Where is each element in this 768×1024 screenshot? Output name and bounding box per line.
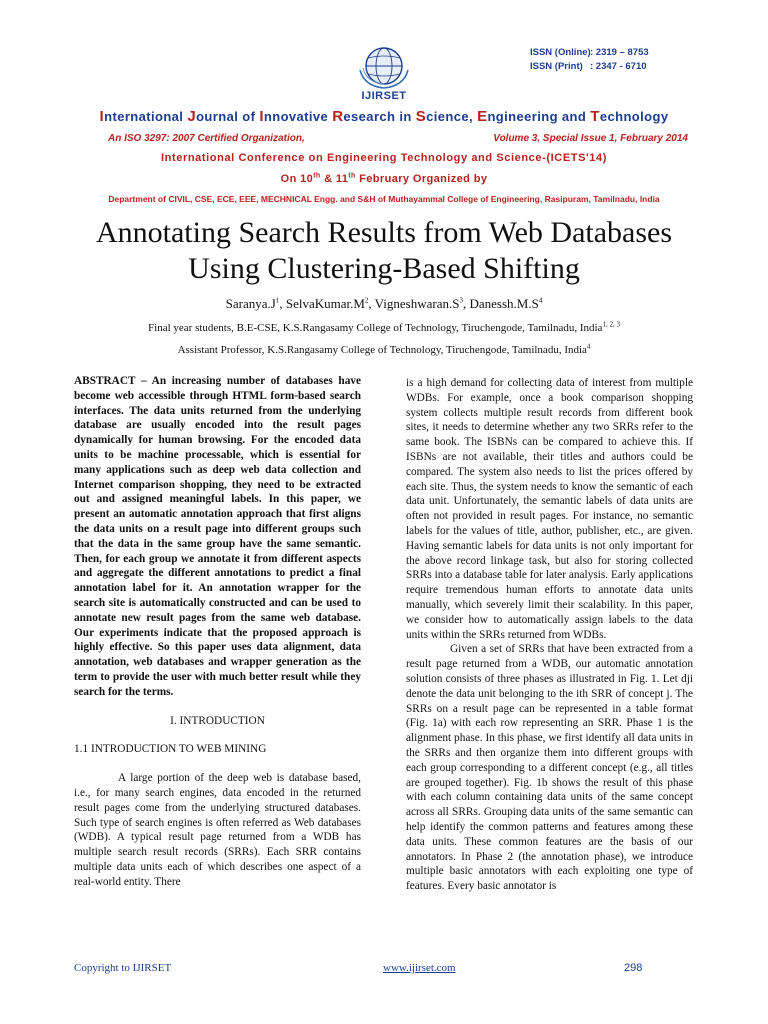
left-column	[74, 374, 361, 890]
journal-title-part: I	[259, 108, 264, 125]
journal-title-part: S	[415, 108, 427, 125]
footer-copyright: Copyright to IJIRSET	[74, 962, 172, 974]
paper-title-line: Annotating Search Results from Web Databases	[95, 216, 673, 249]
paper-title-line: Using Clustering-Based Shifting	[188, 252, 580, 285]
page-number: 298	[624, 962, 643, 974]
journal-title-part: R	[332, 108, 344, 125]
issn-online-label: ISSN (Online)	[530, 47, 591, 58]
journal-title-part: ournal of	[196, 109, 260, 124]
paper-title	[0, 215, 768, 287]
body-paragraph: Given a set of SRRs that have been extracted from a result page returned from a WDB, our automatic annotation solution consists of three phases as illustrated in Fig. 1. Let dji denote the data unit belonging to the ith SRR of concept j. The SRRs on a result page can be represented in a table format (Fig. 1a) with each row representing an SRR. Phase 1 is the alignment phase. In this phase, we first identify all data units in the SRRs and then organize them into different groups with each group corresponding to a different concept (e.g., all titles are grouped together). Fig. 1b shows the result of this phase with each column containing data units of the same concept across all SRRs. Grouping data units of the same semantic can help identify the common patterns and features among these data units. These common features are the basis of our annotators. In Phase 2 (the annotation phase), we introduce multiple basic annotators with each exploiting one type of features. Every basic annotator is	[406, 643, 693, 893]
journal-title-part: nnovative	[263, 109, 333, 124]
affiliation-professor	[0, 344, 768, 356]
author-list	[0, 296, 768, 312]
author-name: , Danessh.M.S	[462, 296, 539, 311]
journal-title-part: ngineering and	[487, 109, 591, 124]
author-name: Saranya.J	[225, 296, 276, 311]
affiliation-sup: 4	[586, 342, 591, 351]
author-sup: 4	[538, 296, 543, 305]
author-name: , SelvaKumar.M	[279, 296, 365, 311]
section-heading: I. INTRODUCTION	[170, 714, 265, 727]
conference-name: International Conference on Engineering Technology and Science-(ICETS'14)	[161, 152, 607, 164]
iso-certification: An ISO 3297: 2007 Certified Organization,	[108, 133, 305, 144]
date-sup: th	[313, 172, 321, 180]
journal-title-part: I	[99, 108, 105, 125]
issn-print-value: : 2347 - 6710	[590, 61, 647, 72]
issn-block	[530, 46, 730, 74]
author-sup: 2	[364, 296, 369, 305]
body-paragraph: is a high demand for collecting data of interest from multiple WDBs. For example, once a book comparison shopping system collects multiple result records from different book sites, it needs to determine whether any two SRRs refer to the same book. The ISBNs can be compared to achieve this. If ISBNs are not available, their titles and authors could be compared. The system also needs to list the prices offered by each site. Thus, the system needs to know the semantic of each data unit. Unfortunately, the semantic labels of data units are often not provided in result pages. For instance, no semantic labels for the values of title, author, publisher, etc., are given. Having semantic labels for data units is not only important for the above record linkage task, but also for storing collected SRRs into a database table for later analysis. Early applications require tremendous human efforts to annotate data units manually, which severely limit their scalability. In this paper, we consider how to automatically assign labels to the data units within the SRRs returned from WDBs.	[406, 377, 693, 641]
abstract: ABSTRACT – An increasing number of databases have become web accessible through HTML form-based search interfaces. The data units returned from the underlying database are usually encoded into the result pages dynamically for human browsing. For the encoded data units to be machine processable, which is essential for many applications such as deep web data collection and Internet comparison shopping, they need to be extracted out and assigned meaningful labels. In this paper, we present an automatic annotation approach that first aligns the data units on a result page into different groups such that the data in the same group have the same semantic. Then, for each group we annotate it from different aspects and aggregate the different annotations to predict a final annotation label for it. An annotation wrapper for the search site is automatically constructed and can be used to annotate new result pages from the same web database. Our experiments indicate that the proposed approach is highly effective. So this paper uses data alignment, data annotation, web databases and wrapper generation as the term to provide the user with much better result while they search for the terms.	[74, 375, 361, 698]
affiliation-text: Final year students, B.E-CSE, K.S.Rangasamy College of Technology, Tiruchengode, Tamilnadu, India	[148, 322, 603, 334]
issn-print-label: ISSN (Print)	[530, 61, 583, 72]
footer-url-link[interactable]: www.ijirset.com	[383, 962, 456, 974]
journal-title-part: esearch in	[343, 109, 416, 124]
iso-volume-line	[108, 133, 688, 144]
issn-online-value: : 2319 – 8753	[590, 47, 649, 58]
right-column	[406, 376, 693, 894]
journal-title-part: E	[477, 108, 488, 125]
date-sup: th	[348, 172, 356, 180]
date-part: & 11	[320, 173, 349, 185]
journal-title-part: echnology	[599, 109, 669, 124]
author-sup: 1	[275, 296, 280, 305]
conference-date	[0, 173, 768, 185]
journal-title-part: nternational	[104, 109, 188, 124]
date-part: On 10	[280, 173, 314, 185]
author-name: , Vigneshwaran.S	[368, 296, 460, 311]
date-part: February Organized by	[355, 173, 488, 185]
affiliation-text: Assistant Professor, K.S.Rangasamy College of Technology, Tiruchengode, Tamilnadu, India	[177, 344, 587, 356]
logo-text: IJIRSET	[361, 90, 407, 102]
organizing-department: Department of CIVIL, CSE, ECE, EEE, MECHNICAL Engg. and S&H of Muthayammal College of Engineering, Rasipuram, Tamilnadu, India	[108, 194, 660, 204]
affiliation-students	[0, 322, 768, 334]
journal-title	[0, 108, 768, 125]
journal-title-part: T	[590, 108, 600, 125]
body-paragraph: A large portion of the deep web is database based, i.e., for many search engines, data encoded in the returned result pages come from the underlying structured databases. Such type of search engines is often referred as Web databases (WDB). A typical result page returned from a WDB has multiple search result records (SRRs). Each SRR contains multiple data units each of which describes one aspect of a real-world entity. There	[74, 772, 361, 888]
subsection-heading: 1.1 INTRODUCTION TO WEB MINING	[74, 743, 267, 756]
author-sup: 3	[459, 296, 463, 305]
affiliation-sup: 1, 2, 3	[602, 320, 620, 329]
volume-info: Volume 3, Special Issue 1, February 2014	[493, 133, 688, 144]
journal-title-part: cience,	[426, 109, 478, 124]
journal-title-part: J	[187, 108, 197, 125]
